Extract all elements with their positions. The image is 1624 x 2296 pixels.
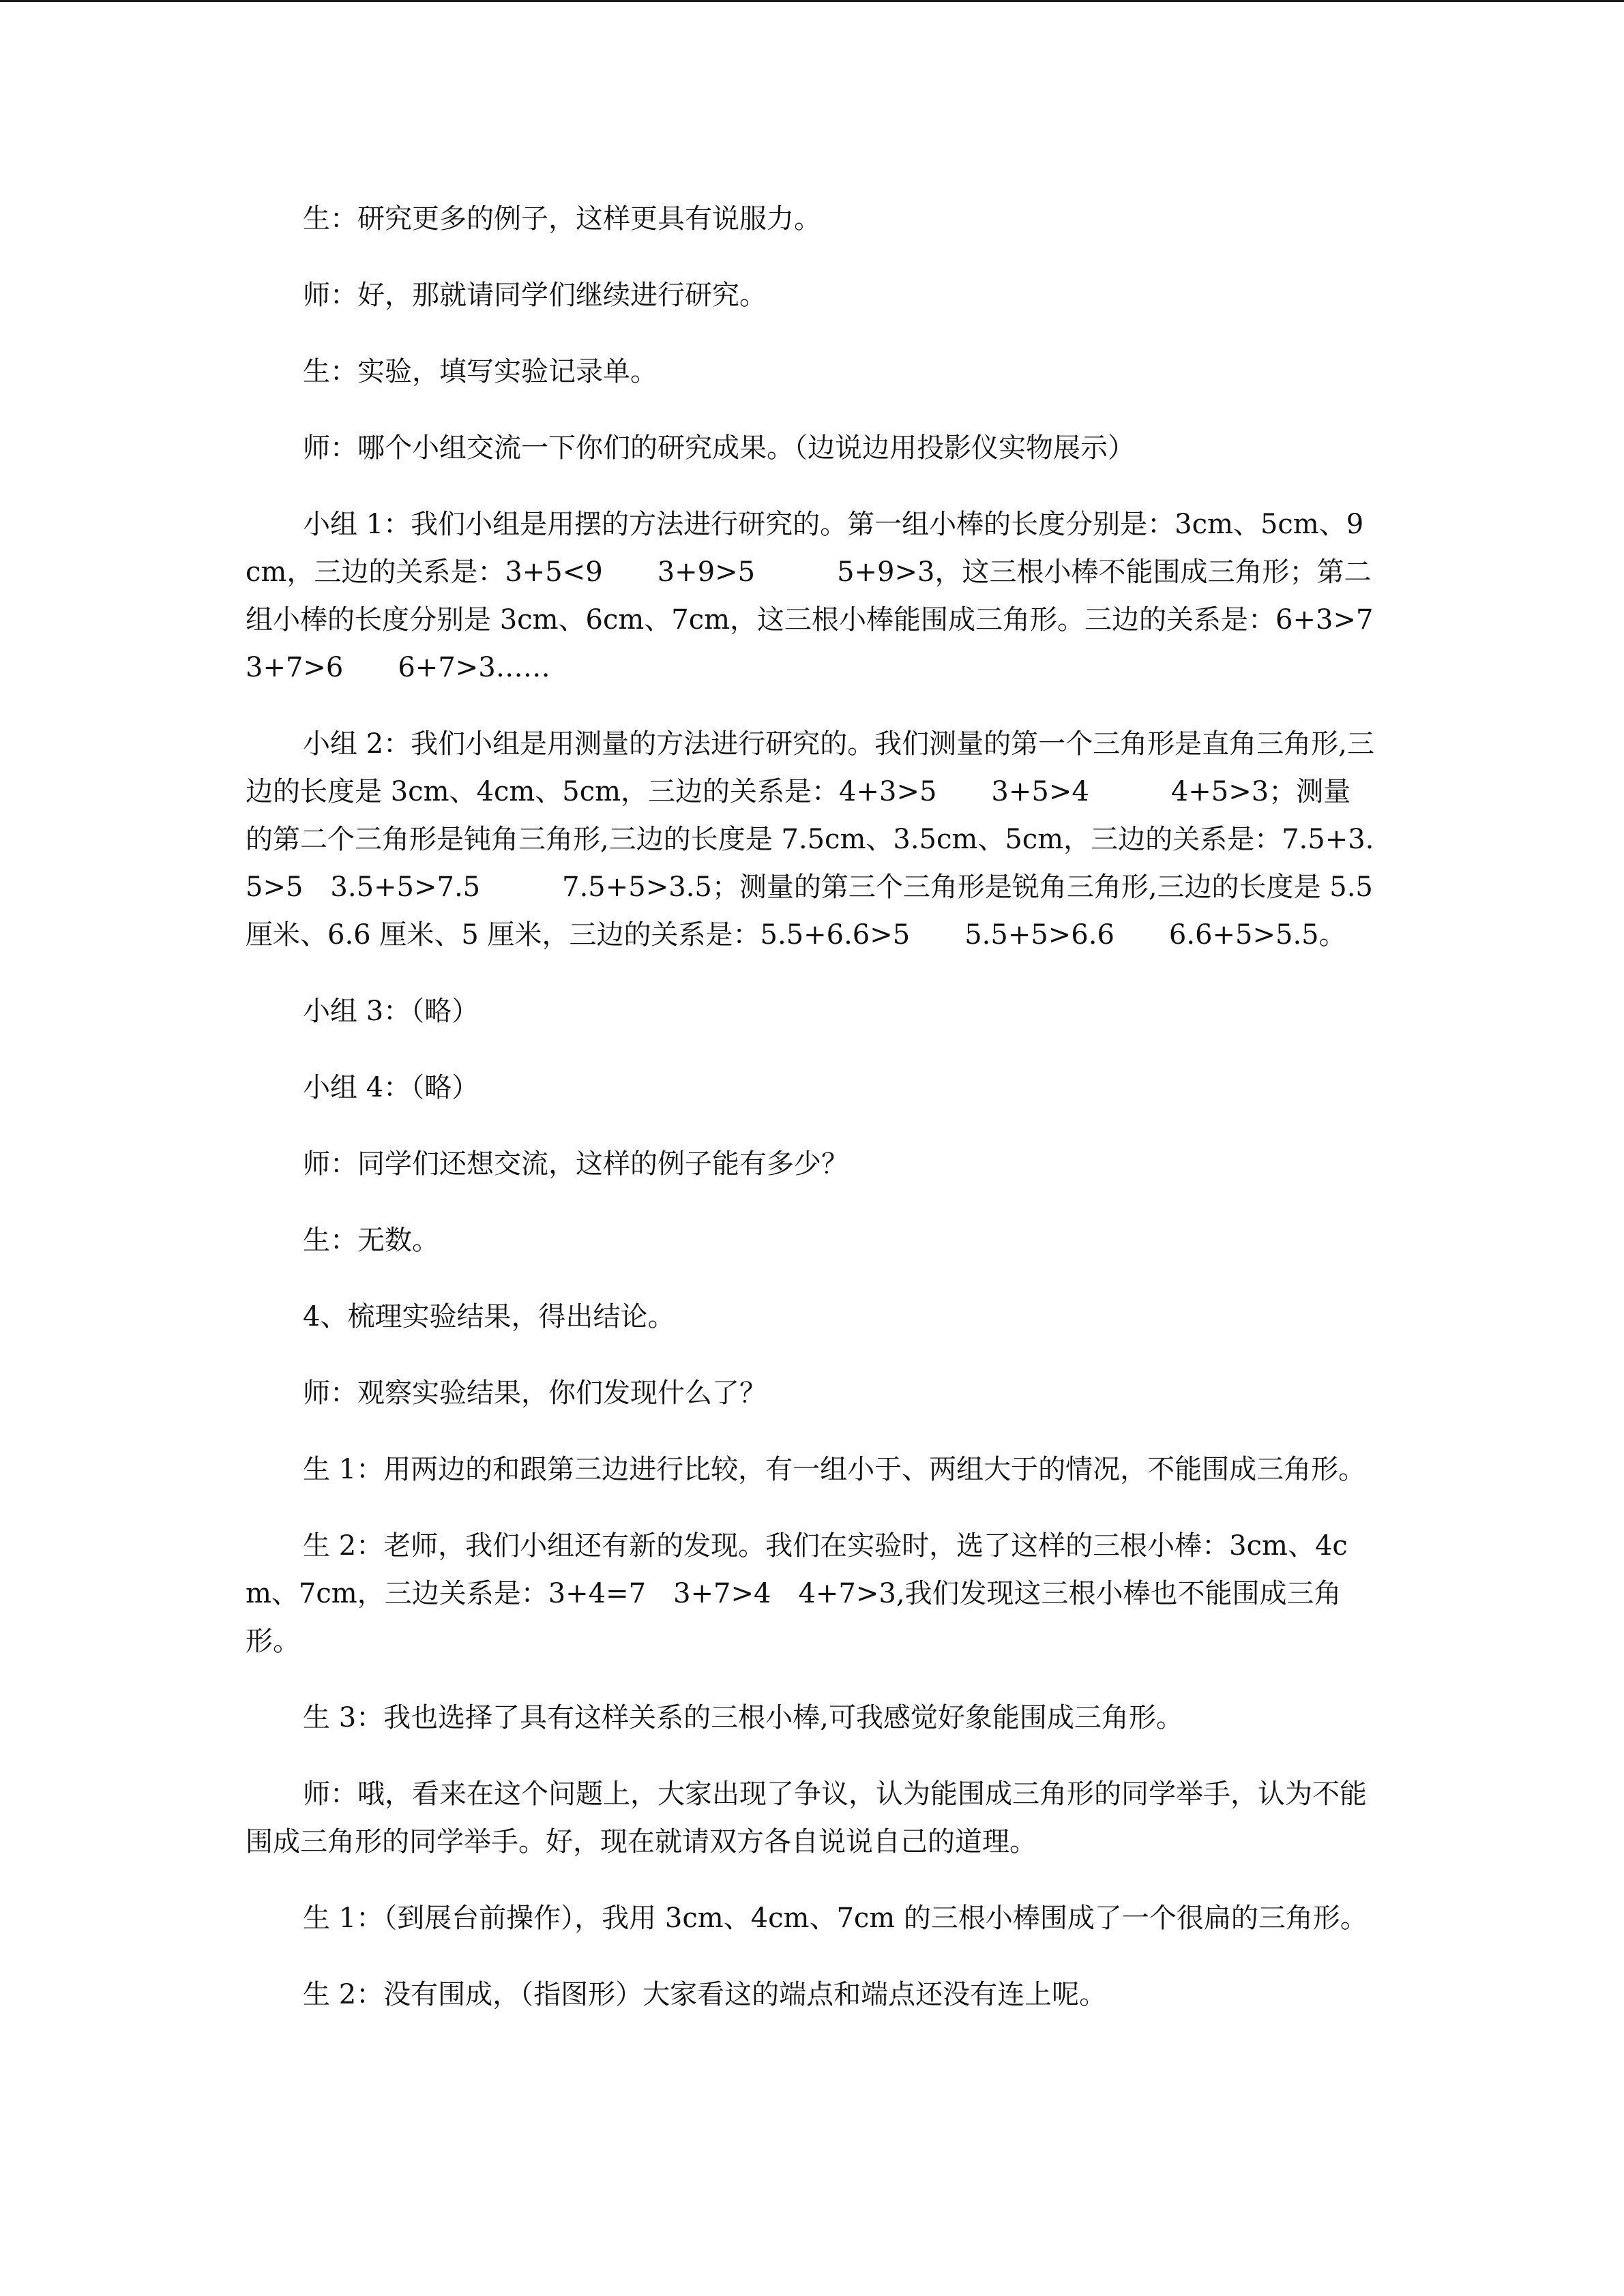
paragraph-teacher-observe: 师：观察实验结果，你们发现什么了？: [303, 1377, 767, 1409]
paragraph-teacher-share: 师：哪个小组交流一下你们的研究成果。（边说边用投影仪实物展示）: [303, 432, 1135, 464]
page-top-border: [0, 0, 1624, 2]
paragraph-student-more-examples: 生：研究更多的例子，这样更具有说服力。: [303, 203, 821, 235]
paragraph-student-countless: 生：无数。: [303, 1225, 439, 1256]
paragraph-group-1: 小组 1：我们小组是用摆的方法进行研究的。第一组小棒的长度分别是：3cm、5cm、9cm，三边的关系是：3+5<9 3+9>5 5+9>3，这三根小棒不能围成三角形；第二组小棒的长度分别是 3cm、6cm、7cm，这三根小棒能围成三角形。三边的关系是：6+3>7 3+7>6 6+7>3……: [246, 509, 1401, 683]
paragraph-student-2-rebuttal: 生 2：没有围成，（指图形）大家看这的端点和端点还没有连上呢。: [303, 1979, 1107, 2010]
paragraph-student-experiment: 生：实验，填写实验记录单。: [303, 356, 658, 387]
paragraph-teacher-how-many: 师：同学们还想交流，这样的例子能有多少？: [303, 1148, 848, 1180]
paragraph-group-3: 小组 3：（略）: [303, 996, 479, 1027]
paragraph-teacher-continue: 师：好，那就请同学们继续进行研究。: [303, 280, 767, 311]
paragraph-student-3-feeling: 生 3：我也选择了具有这样关系的三根小棒,可我感觉好象能围成三角形。: [303, 1702, 1183, 1733]
paragraph-section-4: 4、梳理实验结果，得出结论。: [303, 1301, 675, 1332]
paragraph-student-1-compare: 生 1：用两边的和跟第三边进行比较，有一组小于、两组大于的情况，不能围成三角形。: [303, 1454, 1366, 1485]
document-body: [246, 195, 1401, 2047]
paragraph-teacher-debate: 师：哦，看来在这个问题上，大家出现了争议，认为能围成三角形的同学举手，认为不能围成三角形的同学举手。好，现在就请双方各自说说自己的道理。: [246, 1778, 1367, 1858]
paragraph-group-4: 小组 4：（略）: [303, 1072, 479, 1103]
paragraph-group-2: 小组 2：我们小组是用测量的方法进行研究的。我们测量的第一个三角形是直角三角形,三边的长度是 3cm、4cm、5cm，三边的关系是：4+3>5 3+5>4 4+5>3；测量的第二个三角形是钝角三角形,三边的长度是 7.5cm、3.5cm、5cm，三边的关系是：7.5+3.5>5 3.5+5>7.5 7.5+5>3.5；测量的第三个三角形是锐角三角形,三边的长度是 5.5 厘米、6.6 厘米、5 厘米，三边的关系是：5.5+6.6>5 5.5+5>6.6 6.6+5>5.5。: [246, 728, 1382, 951]
paragraph-student-1-demo: 生 1：（到展台前操作），我用 3cm、4cm、7cm 的三根小棒围成了一个很扁的三角形。: [303, 1903, 1368, 1934]
paragraph-student-2-discovery: 生 2：老师，我们小组还有新的发现。我们在实验时，选了这样的三根小棒：3cm、4cm、7cm，三边关系是：3+4=7 3+7>4 4+7>3,我们发现这三根小棒也不能围成三角形。: [246, 1530, 1348, 1657]
